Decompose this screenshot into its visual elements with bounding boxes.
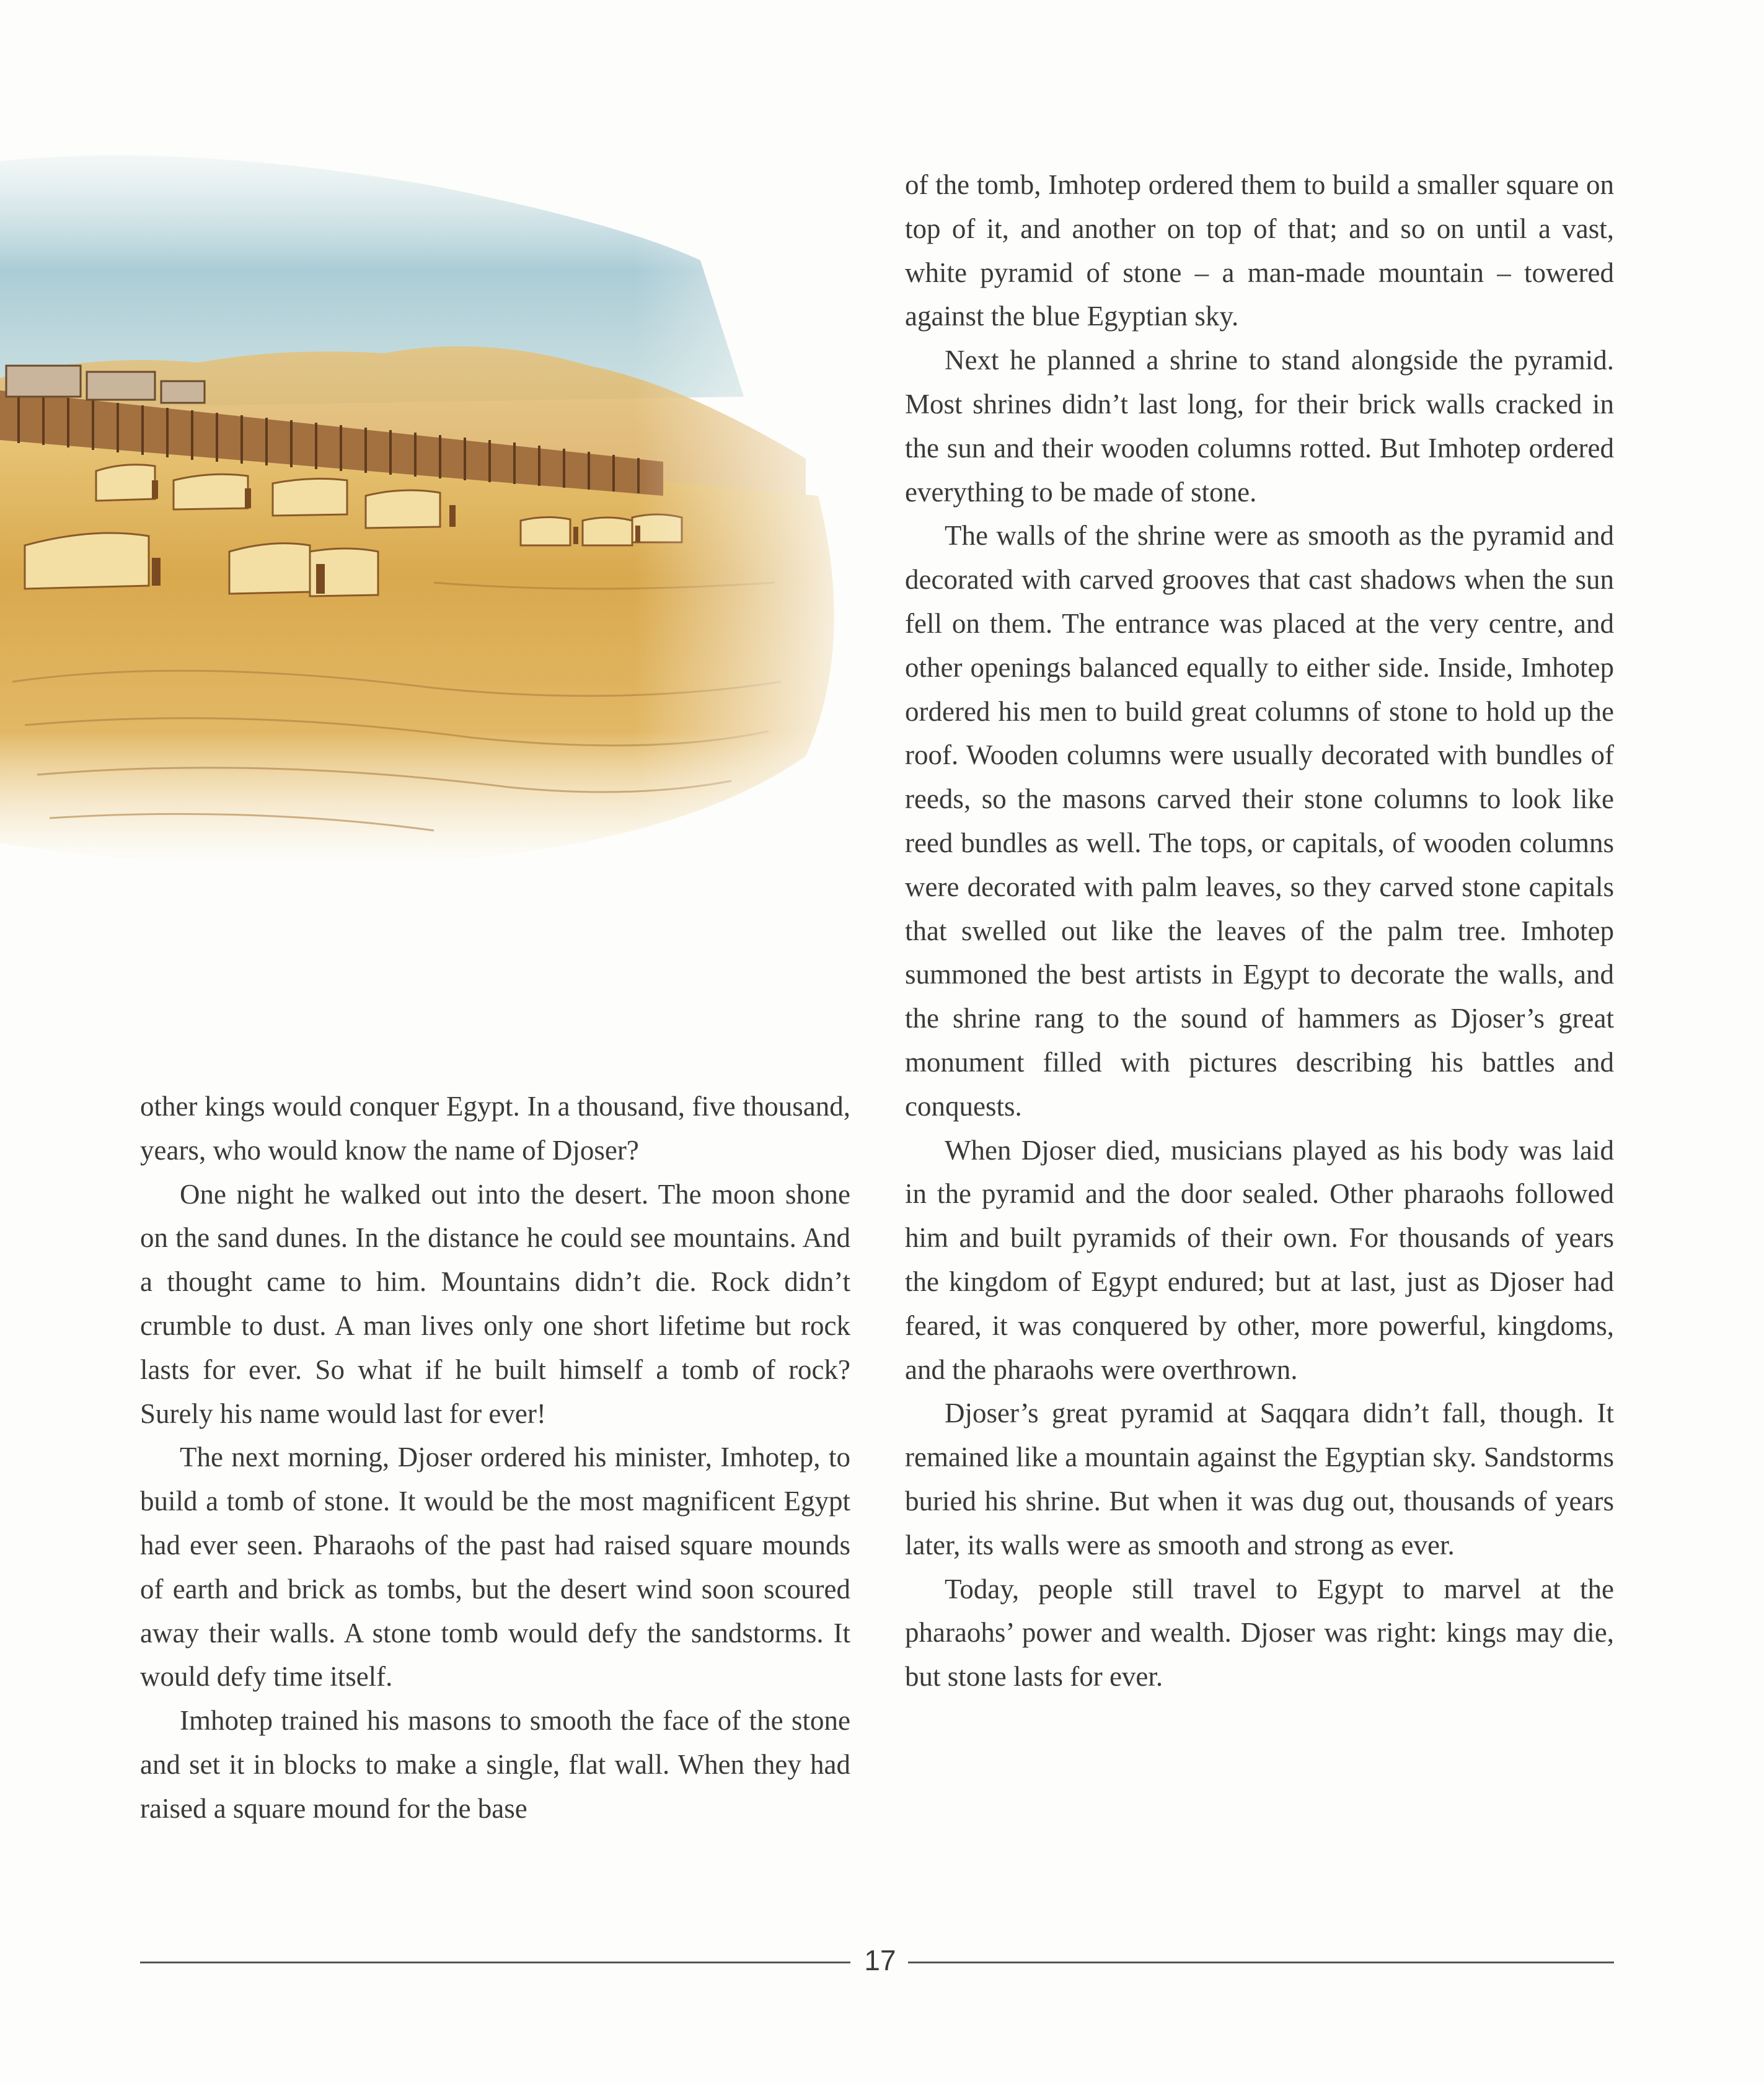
desert-shrine-illustration (0, 149, 880, 892)
paragraph: other kings would conquer Egypt. In a thousand, five thousand, years, who would know the name of Djoser? (140, 1091, 850, 1166)
paragraph: Imhotep trained his masons to smooth the face of the stone and set it in blocks to make a single, flat wall. When they had raised a square mound for the base (140, 1705, 850, 1824)
footer-rule-left (140, 1962, 850, 1963)
paragraph: The walls of the shrine were as smooth as the pyramid and decorated with carved grooves that cast shadows when the sun fell on them. The entrance was placed at the very centre, and other openings balanced equally to either side. Inside, Imhotep ordered his men to build great columns of stone to hold up the roof. Wooden columns were usually decorated with bundles of reeds, so the masons carved their stone columns to look like reed bundles as well. The tops, or capitals, of wooden columns were decorated with palm leaves, so they carved stone capitals that swelled out like the leaves of the palm tree. Imhotep summoned the best artists in Egypt to decorate the walls, and the shrine rang to the sound of hammers as Djoser’s great monument filled with pictures describing his battles and conquests. (905, 520, 1614, 1122)
paragraph: Next he planned a shrine to stand alongside the pyramid. Most shrines didn’t last long, for their brick walls cracked in the sun and their wooden columns rotted. But Imhotep ordered everything to be made of stone. (905, 345, 1614, 508)
left-text-column (140, 1085, 850, 1831)
paragraph: Today, people still travel to Egypt to marvel at the pharaohs’ power and wealth. Djoser was right: kings may die, but stone lasts for ever. (905, 1573, 1614, 1693)
paragraph: of the tomb, Imhotep ordered them to build a smaller square on top of it, and another on top of that; and so on until a vast, white pyramid of stone – a man-made mountain – towered against the blue Egyptian sky. (905, 169, 1614, 332)
paragraph: When Djoser died, musicians played as his body was laid in the pyramid and the door sealed. Other pharaohs followed him and built pyramids of their own. For thousands of years the kingdom of Egypt endured; but at last, just as Djoser had feared, it was conquered by other, more powerful, kingdoms, and the pharaohs were overthrown. (905, 1134, 1614, 1385)
footer-rule-right (908, 1962, 1614, 1963)
paragraph: Djoser’s great pyramid at Saqqara didn’t fall, though. It remained like a mountain against the Egyptian sky. Sandstorms buried his shrine. But when it was dug out, thousands of years later, its walls were as smooth and strong as ever. (905, 1398, 1614, 1561)
page-number: 17 (864, 1944, 896, 1976)
paragraph: One night he walked out into the desert. The moon shone on the sand dunes. In the distance he could see mountains. And a thought came to him. Mountains didn’t die. Rock didn’t crumble to dust. A man lives only one short lifetime but rock lasts for ever. So what if he built himself a tomb of rock? Surely his name would last for ever! (140, 1178, 850, 1429)
right-text-column (905, 163, 1614, 1699)
paragraph: The next morning, Djoser ordered his minister, Imhotep, to build a tomb of stone. It would be the most magnificent Egypt had ever seen. Pharaohs of the past had raised square mounds of earth and brick as tombs, but the desert wind soon scoured away their walls. A stone tomb would defy the sandstorms. It would defy time itself. (140, 1442, 850, 1693)
